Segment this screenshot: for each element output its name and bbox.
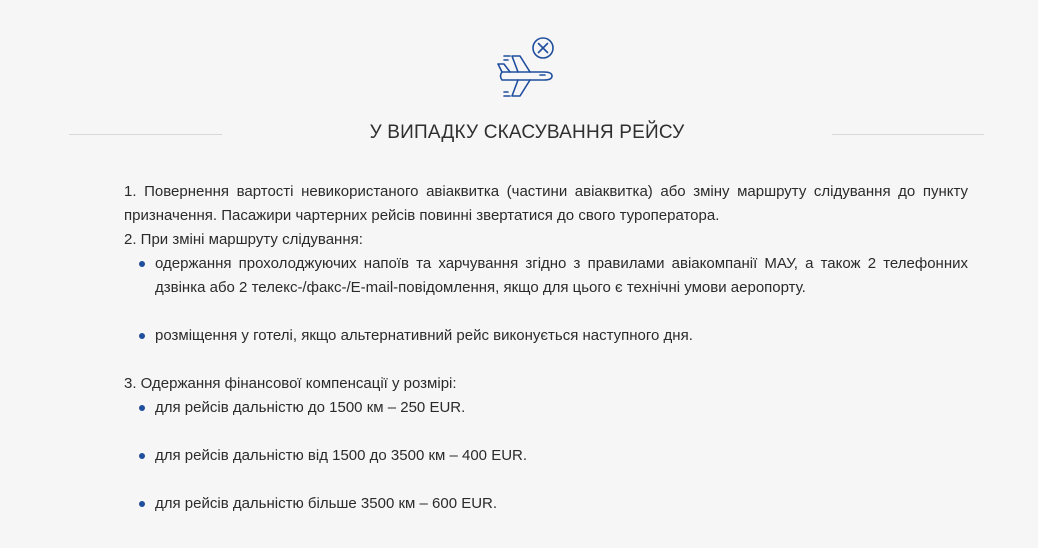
list-item-text: для рейсів дальністю більше 3500 км – 600 EUR. [155, 495, 498, 512]
heading-row [0, 118, 1038, 150]
list-spacer [124, 300, 968, 324]
bullet-icon [139, 405, 145, 411]
flight-cancelled-icon [490, 34, 560, 104]
bullet-icon [139, 453, 145, 459]
list-item [124, 444, 968, 468]
section-1-text: 1. Повернення вартості невикористаного авіаквитка (частини авіаквитка) або зміну маршруту слідування до пункту призначення. Пасажири чартерних рейсів повинні звертатися до свого туроператора. [124, 183, 968, 224]
section-2-text: 2. При зміні маршруту слідування: [124, 231, 363, 248]
bullet-icon [139, 261, 145, 267]
heading-divider-right [832, 134, 984, 135]
bullet-icon [139, 333, 145, 339]
content [124, 180, 968, 516]
page-title: У ВИПАДКУ СКАСУВАННЯ РЕЙСУ [369, 122, 685, 143]
section-spacer [124, 348, 968, 372]
list-item-text: для рейсів дальністю від 1500 до 3500 км – 400 EUR. [155, 447, 528, 464]
list-item [124, 492, 968, 516]
section-3-list [124, 396, 968, 516]
list-item-text: розміщення у готелі, якщо альтернативний рейс виконується наступного дня. [155, 327, 693, 344]
list-item [124, 324, 968, 348]
section-2-list [124, 252, 968, 348]
list-item [124, 252, 968, 300]
list-spacer [124, 420, 968, 444]
list-item-text: одержання прохолоджуючих напоїв та харчування згідно з правилами авіакомпанії МАУ, а також 2 телефонних дзвінка або 2 телекс-/факс-/E-mail-повідомлення, якщо для цього є технічні умови аеропорту. [155, 255, 968, 296]
list-item [124, 396, 968, 420]
bullet-icon [139, 501, 145, 507]
list-spacer [124, 468, 968, 492]
section-3-text: 3. Одержання фінансової компенсації у розмірі: [124, 375, 457, 392]
list-item-text: для рейсів дальністю до 1500 км – 250 EUR. [155, 399, 466, 416]
